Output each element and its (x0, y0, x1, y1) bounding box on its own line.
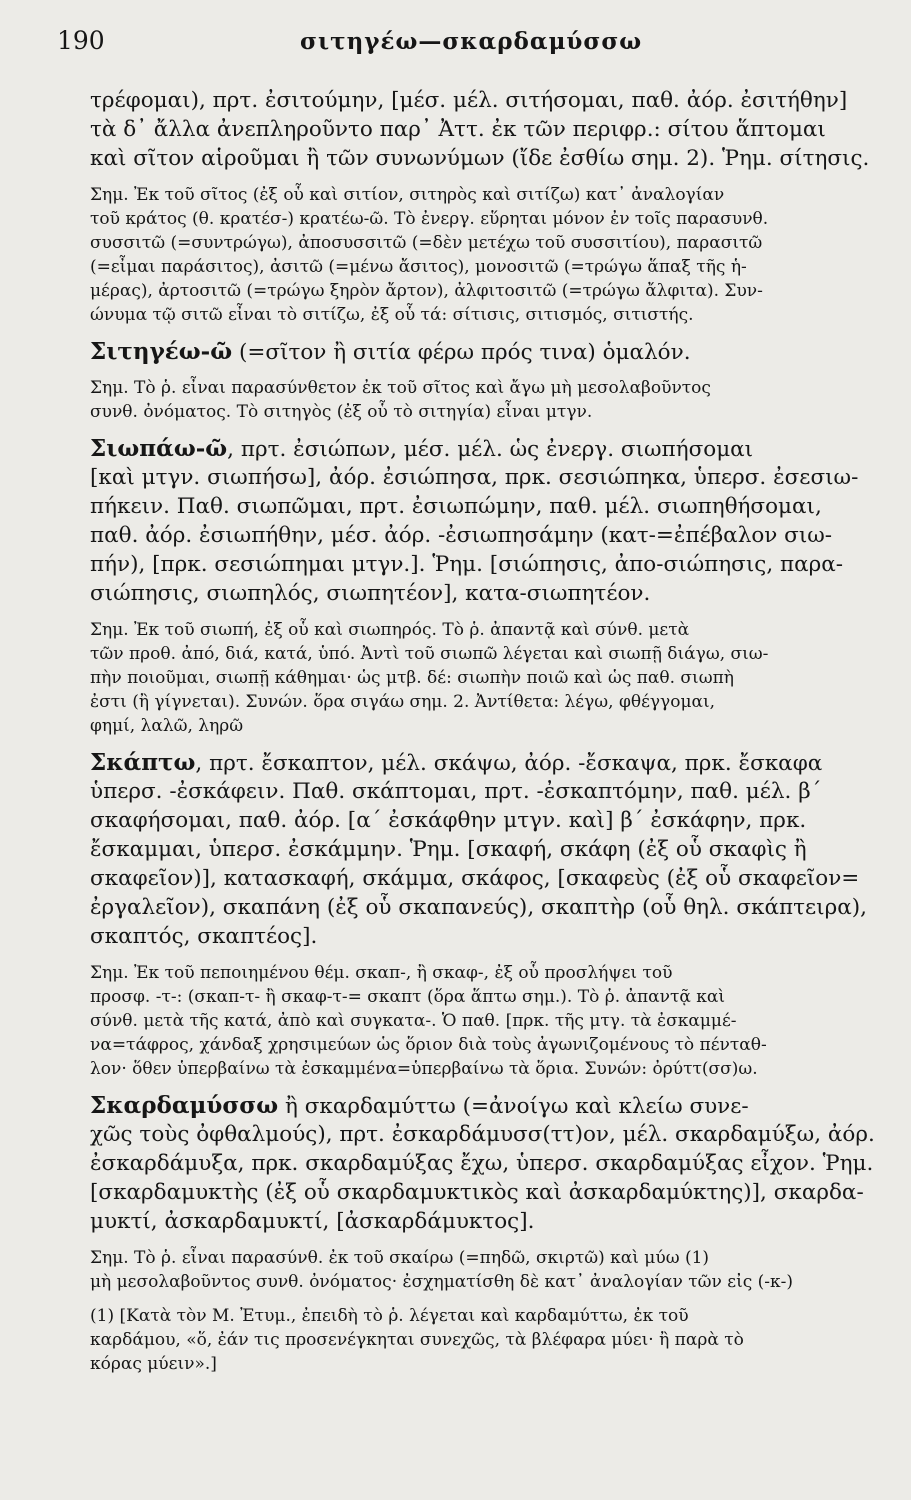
line-text: τοῦ κράτος (θ. κρατέσ-) κρατέω-ῶ. Τὸ ἐνεργ. εὕρηται μόνον ἐν τοῖς παρασυνθ. (90, 209, 769, 229)
entry-line (90, 864, 880, 893)
headword: Σκαρδαμύσσω (90, 1092, 279, 1119)
note-line (90, 985, 880, 1009)
line-text: πήν), [πρκ. σεσιώπημαι μτγν.]. Ῥημ. [σιώπησις, ἀπο-σιώπησις, παρα- (90, 552, 844, 577)
headword: Σιτηγέω-ῶ (90, 338, 233, 365)
entry-line (90, 806, 880, 835)
note-line (90, 690, 880, 714)
note-line (90, 400, 880, 424)
line-text: μέρας), ἀρτοσιτῶ (=τρώγω ξηρὸν ἄρτον), ἀλφιτοσιτῶ (=τρώγω ἄλφιτα). Συν- (90, 281, 763, 301)
dictionary-entry (90, 748, 880, 951)
entry-line (90, 835, 880, 864)
note-line (90, 279, 880, 303)
note-line (90, 1033, 880, 1057)
footnote-line: κόρας μύειν».] (90, 1354, 217, 1374)
note-line (90, 255, 880, 279)
dictionary-entry (90, 434, 880, 608)
etymology-note (90, 961, 880, 1081)
line-text: ἐσκαρδάμυξα, πρκ. σκαρδαμύξας ἔχω, ὑπερσ. σκαρδαμύξας εἶχον. Ῥημ. (90, 1151, 874, 1176)
line-text: σκαπτός, σκαπτέος]. (90, 924, 318, 949)
entry-line (90, 922, 880, 951)
line-text: [σκαρδαμυκτὴς (ἐξ οὗ σκαρδαμυκτικὸς καὶ ἀσκαρδαμύκτης)], σκαρδα- (90, 1180, 864, 1205)
line-text: λον· ὅθεν ὑπερβαίνω τὰ ἐσκαμμένα=ὑπερβαίνω τὰ ὅρια. Συνών: ὀρύττ(σσ)ω. (90, 1059, 758, 1079)
etymology-note (90, 1246, 880, 1294)
entry-line (90, 748, 880, 777)
note-line (90, 231, 880, 255)
footnote (90, 1304, 880, 1376)
note-line (90, 376, 880, 400)
entry-line (90, 115, 880, 144)
line-text: σκαφήσομαι, παθ. ἀόρ. [α´ ἐσκάφθην μτγν. καὶ] β´ ἐσκάφην, πρκ. (90, 808, 807, 833)
page-number: 190 (57, 26, 105, 55)
dictionary-entry (90, 337, 880, 366)
line-text: , πρτ. ἔσκαπτον, μέλ. σκάψω, ἀόρ. -ἔσκαψα, πρκ. ἔσκαφα (195, 751, 823, 776)
headword: Σιωπάω-ῶ (90, 435, 228, 462)
line-text: προσφ. -τ-: (σκαπ-τ- ἢ σκαφ-τ-= σκαπτ (ὅρα ἅπτω σημ.). Τὸ ῥ. ἀπαντᾷ καὶ (90, 987, 726, 1007)
line-text: πὴν ποιοῦμαι, σιωπῇ κάθημαι· ὡς μτβ. δέ: σιωπὴν ποιῶ καὶ ὡς παθ. σιωπὴ (90, 668, 734, 688)
line-text: τρέφομαι), πρτ. ἐσιτούμην, [μέσ. μέλ. σιτήσομαι, παθ. ἀόρ. ἐσιτήθην] (90, 88, 848, 113)
note-line (90, 1246, 880, 1270)
line-text: χῶς τοὺς ὀφθαλμούς), πρτ. ἐσκαρδάμυσσ(ττ)ον, μέλ. σκαρδαμύξω, ἀόρ. (90, 1122, 875, 1147)
line-text: συνθ. ὀνόματος. Τὸ σιτηγὸς (ἐξ οὗ τὸ σιτηγία) εἶναι μτγν. (90, 402, 593, 422)
entry-line (90, 1207, 880, 1236)
entry-line (90, 337, 880, 366)
note-line (90, 1009, 880, 1033)
line-text: ἐστι (ἢ γίγνεται). Συνών. ὅρα σιγάω σημ. 2. Ἀντίθετα: λέγω, φθέγγομαι, (90, 692, 716, 712)
line-text: Σημ. Τὸ ῥ. εἶναι παρασύνθ. ἐκ τοῦ σκαίρω (=πηδῶ, σκιρτῶ) καὶ μύω (1) (90, 1248, 710, 1268)
note-line (90, 714, 880, 738)
entry-line (90, 86, 880, 115)
line-text: σύνθ. μετὰ τῆς κατά, ἀπὸ καὶ συγκατα-. Ὁ παθ. [πρκ. τῆς μτγ. τὰ ἐσκαμμέ- (90, 1011, 737, 1031)
entry-line (90, 492, 880, 521)
entry-line (90, 1120, 880, 1149)
line-text: συσσιτῶ (=συντρώγω), ἀποσυσσιτῶ (=δὲν μετέχω τοῦ συσσιτίου), παρασιτῶ (90, 233, 763, 253)
line-text: [καὶ μτγν. σιωπήσω], ἀόρ. ἐσιώπησα, πρκ. σεσιώπηκα, ὑπερσ. ἐσεσιω- (90, 465, 859, 490)
note-line (90, 183, 880, 207)
note-line (90, 1270, 880, 1294)
line-text: ὑπερσ. -ἐσκάφειν. Παθ. σκάπτομαι, πρτ. -ἐσκαπτόμην, παθ. μέλ. β´ (90, 779, 822, 804)
entry-line (90, 521, 880, 550)
entry-line (90, 777, 880, 806)
running-head: σιτηγέω—σκαρδαμύσσω (300, 28, 643, 55)
line-text: ώνυμα τῷ σιτῶ εἶναι τὸ σιτίζω, ἐξ οὗ τά: σίτισις, σιτισμός, σιτιστής. (90, 305, 694, 325)
entry-line (90, 434, 880, 463)
line-text: φημί, λαλῶ, ληρῶ (90, 716, 244, 736)
line-text: Σημ. Τὸ ῥ. εἶναι παρασύνθετον ἐκ τοῦ σῖτος καὶ ἄγω μὴ μεσολαβοῦντος (90, 378, 711, 398)
line-text: σιώπησις, σιωπηλός, σιωπητέον], κατα-σιωπητέον. (90, 581, 651, 606)
entry-line (90, 1091, 880, 1120)
line-text: , πρτ. ἐσιώπων, μέσ. μέλ. ὡς ἐνεργ. σιωπήσομαι (227, 437, 754, 462)
note-line (90, 618, 880, 642)
line-text: Σημ. Ἐκ τοῦ σῖτος (ἐξ οὗ καὶ σιτίον, σιτηρὸς καὶ σιτίζω) κατ᾽ ἀναλογίαν (90, 185, 725, 205)
line-text: σκαφεῖον)], κατασκαφή, σκάμμα, σκάφος, [σκαφεὺς (ἐξ οὗ σκαφεῖον= (90, 866, 860, 891)
note-line (90, 303, 880, 327)
entry-line (90, 1178, 880, 1207)
page-body (90, 86, 880, 1376)
line-text: καὶ σῖτον αἱροῦμαι ἢ τῶν συνωνύμων (ἴδε ἐσθίω σημ. 2). Ῥημ. σίτησις. (90, 146, 870, 171)
note-line (90, 961, 880, 985)
entry-line (90, 550, 880, 579)
line-text: ἔσκαμμαι, ὑπερσ. ἐσκάμμην. Ῥημ. [σκαφή, σκάφη (ἐξ οὗ σκαφὶς ἢ (90, 837, 807, 862)
line-text: παθ. ἀόρ. ἐσιωπήθην, μέσ. ἀόρ. -ἐσιωπησάμην (κατ-=ἐπέβαλον σιω- (90, 523, 833, 548)
headword: Σκάπτω (90, 749, 196, 776)
entry-line (90, 893, 880, 922)
note-line (90, 1057, 880, 1081)
footnote-line: καρδάμου, «ὅ, ἐάν τις προσενέγκηται συνεχῶς, τὰ βλέφαρα μύει· ἢ παρὰ τὸ (90, 1330, 744, 1350)
etymology-note (90, 376, 880, 424)
line-text: μυκτί, ἀσκαρδαμυκτί, [ἀσκαρδάμυκτος]. (90, 1209, 535, 1234)
line-text: τῶν προθ. ἀπό, διά, κατά, ὑπό. Ἀντὶ τοῦ σιωπῶ λέγεται καὶ σιωπῇ διάγω, σιω- (90, 644, 769, 664)
entry-line (90, 579, 880, 608)
line-text: τὰ δ᾽ ἄλλα ἀνεπληροῦντο παρ᾽ Ἀττ. ἐκ τῶν περιφρ.: σίτου ἅπτομαι (90, 117, 826, 142)
note-line (90, 666, 880, 690)
entry-line (90, 144, 880, 173)
line-text: (=εἶμαι παράσιτος), ἀσιτῶ (=μένω ἄσιτος), μονοσιτῶ (=τρώγω ἅπαξ τῆς ἡ- (90, 257, 747, 277)
footnote-line: (1) [Κατὰ τὸν Μ. Ἐτυμ., ἐπειδὴ τὸ ῥ. λέγεται καὶ καρδαμύττω, ἐκ τοῦ (90, 1306, 689, 1326)
note-line (90, 207, 880, 231)
line-text: ἢ σκαρδαμύττω (=ἀνοίγω καὶ κλείω συνε- (278, 1094, 749, 1119)
line-text: πήκειν. Παθ. σιωπῶμαι, πρτ. ἐσιωπώμην, παθ. μέλ. σιωπηθήσομαι, (90, 494, 822, 519)
entry-line (90, 463, 880, 492)
entry-line (90, 1149, 880, 1178)
dictionary-entry (90, 86, 880, 173)
line-text: μὴ μεσολαβοῦντος συνθ. ὀνόματος· ἐσχηματίσθη δὲ κατ᾽ ἀναλογίαν τῶν εἰς (-κ-) (90, 1272, 794, 1292)
line-text: ἐργαλεῖον), σκαπάνη (ἐξ οὗ σκαπανεύς), σκαπτὴρ (οὗ θηλ. σκάπτειρα), (90, 895, 867, 920)
line-text: να=τάφρος, χάνδαξ χρησιμεύων ὡς ὅριον διὰ τοὺς ἀγωνιζομένους τὸ πένταθ- (90, 1035, 767, 1055)
line-text: Σημ. Ἐκ τοῦ πεποιημένου θέμ. σκαπ-, ἢ σκαφ-, ἐξ οὗ προσλήψει τοῦ (90, 963, 673, 983)
etymology-note (90, 183, 880, 327)
note-line (90, 642, 880, 666)
etymology-note (90, 618, 880, 738)
line-text: (=σῖτον ἢ σιτία φέρω πρός τινα) ὁμαλόν. (232, 340, 691, 365)
line-text: Σημ. Ἐκ τοῦ σιωπή, ἐξ οὗ καὶ σιωπηρός. Τὸ ῥ. ἀπαντᾷ καὶ σύνθ. μετὰ (90, 620, 690, 640)
dictionary-entry (90, 1091, 880, 1236)
